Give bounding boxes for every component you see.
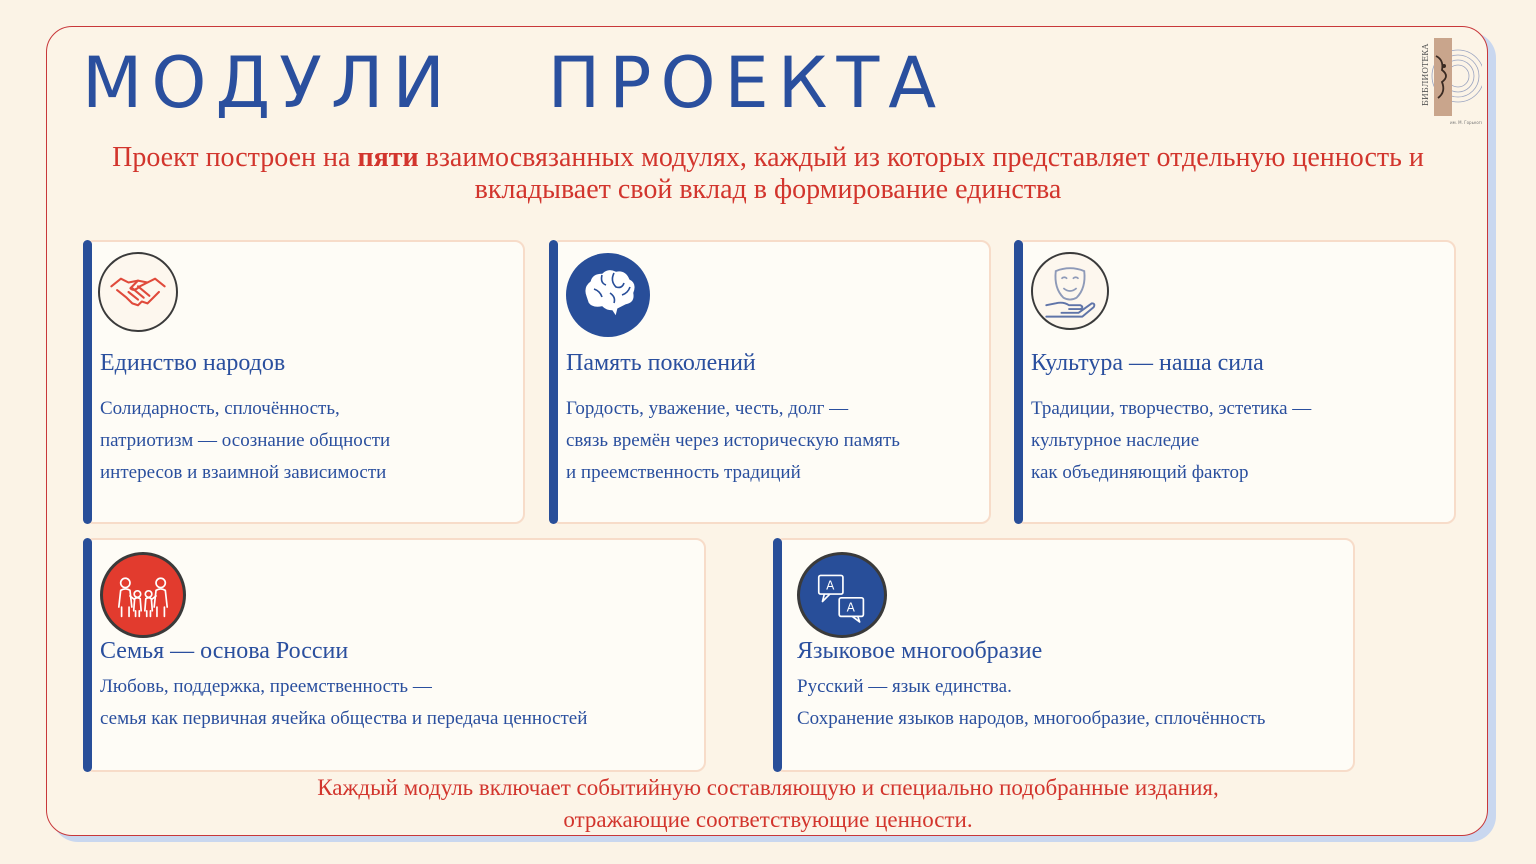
intro-text: Проект построен на пяти взаимосвязанных модулях, каждый из которых представляет отдельную ценность и вкладывает свой вклад в формирование единства: [112, 142, 1424, 205]
intro-bold-word: пяти: [357, 142, 419, 173]
svg-text:им. М. Горького: им. М. Горького: [1450, 120, 1482, 125]
card-accent-bar: [83, 538, 92, 772]
module-card-culture: [1015, 240, 1456, 524]
module-description: Любовь, поддержка, преемственность — семья как первичная ячейка общества и передача ценностей: [100, 676, 588, 729]
module-description: Гордость, уважение, честь, долг — связь времён через историческую память и преемственность традиций: [566, 398, 900, 483]
card-accent-bar: [773, 538, 782, 772]
svg-text:A: A: [846, 600, 855, 615]
svg-text:A: A: [826, 578, 835, 593]
module-title: Единство народов: [100, 350, 286, 376]
library-logo-icon: [1420, 36, 1482, 126]
module-description: Русский — язык единства. Сохранение языков народов, многообразие, сплочённость: [797, 676, 1266, 729]
module-description: Традиции, творчество, эстетика — культурное наследие как объединяющий фактор: [1031, 398, 1312, 483]
family-icon: [100, 552, 186, 638]
brain-icon: [566, 253, 650, 337]
translation-speech-bubbles-icon: [797, 552, 887, 638]
module-card-memory: [550, 240, 991, 524]
module-description: Солидарность, сплочённость, патриотизм — осознание общности интересов и взаимной зависимости: [100, 398, 391, 483]
module-card-family: [84, 538, 706, 772]
module-card-unity: [84, 240, 525, 524]
card-accent-bar: [83, 240, 92, 524]
module-title: Память поколений: [566, 350, 756, 376]
page-title: МОДУЛИ ПРОЕКТА: [82, 42, 946, 124]
module-card-languages: [774, 538, 1355, 772]
handshake-icon: [98, 252, 178, 332]
module-title: Семья — основа России: [100, 638, 349, 664]
svg-text:БИБЛИОТЕКА: БИБЛИОТЕКА: [1421, 43, 1430, 106]
module-title: Культура — наша сила: [1031, 350, 1264, 376]
theater-mask-hand-icon: [1031, 252, 1109, 330]
footer-note: Каждый модуль включает событийную составляющую и специально подобранные издания, отражающие соответствующие ценности.: [317, 775, 1219, 832]
card-accent-bar: [1014, 240, 1023, 524]
module-title: Языковое многообразие: [797, 638, 1043, 664]
library-logo: [1420, 36, 1482, 126]
card-accent-bar: [549, 240, 558, 524]
